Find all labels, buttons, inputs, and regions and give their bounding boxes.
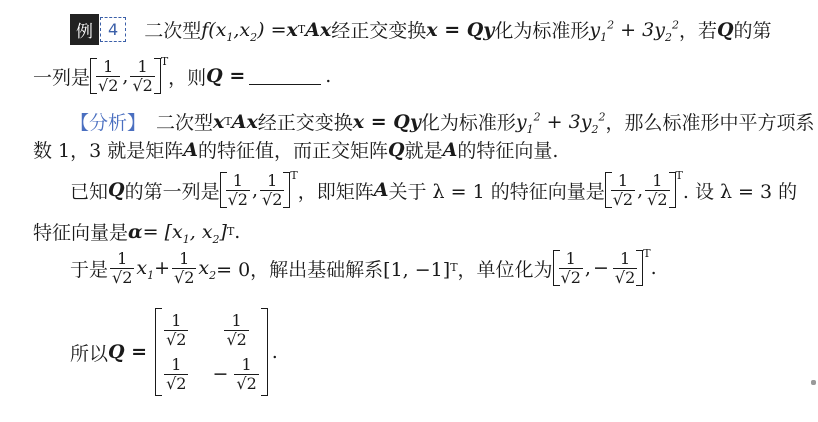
analysis-line-2 bbox=[33, 136, 558, 163]
answer-blank[interactable] bbox=[249, 68, 321, 85]
text: 一列是 bbox=[33, 66, 91, 89]
scan-mark bbox=[811, 380, 816, 385]
math-x1: $x_1$ bbox=[136, 257, 155, 282]
fraction: $\frac{1}{√2}$ bbox=[614, 249, 636, 287]
text: + bbox=[154, 257, 171, 280]
math-f: $f(x_1,x_2)$ = bbox=[201, 18, 287, 44]
text: . bbox=[271, 341, 278, 364]
known-line-1: 已知 Q 的第一列是 $\frac{1}{√2}$ , $\frac{1}{√2}$ T ，即矩阵 A 关于 λ = 1 的特征向量是 $\frac{1}{√2}$ , $\frac{1}{√2}$ T . 设 λ = 3 的 bbox=[70, 169, 798, 209]
text: 就是 bbox=[404, 140, 443, 162]
math-x: x bbox=[213, 110, 225, 133]
text: 关于 λ = 1 的特征向量是 bbox=[388, 180, 605, 203]
math-x: x bbox=[286, 18, 298, 41]
text: ，那么标准形中平方项系 bbox=[605, 112, 815, 134]
problem-line-2: 一列是 $\frac{1}{√2}$ , $\frac{1}{√2}$ T ，则 Q = . bbox=[33, 55, 332, 95]
math-transform: x = Qy bbox=[426, 18, 495, 41]
text: . bbox=[325, 65, 332, 88]
text: 所以 bbox=[70, 342, 109, 365]
math-Q: Q bbox=[108, 179, 125, 202]
text: = 0，解出基础解系[1, −1] bbox=[216, 258, 451, 281]
math-A: A bbox=[373, 179, 389, 202]
math-x2: $x_2$ bbox=[198, 257, 217, 282]
math-alpha: α bbox=[128, 220, 143, 243]
analysis-label: 【分析】 bbox=[70, 112, 147, 134]
known-line-2: 特征向量是 α = [$x_1$, $x_2$] T . bbox=[33, 218, 240, 245]
text: 化为标准形 bbox=[420, 112, 516, 134]
fraction: $\frac{1}{√2}$ bbox=[612, 171, 634, 209]
fraction: $\frac{1}{√2}$ bbox=[132, 57, 153, 95]
math-Q-eq: Q = bbox=[108, 341, 148, 364]
fraction: $\frac{1}{√2}$ bbox=[112, 249, 133, 287]
fraction: $\frac{1}{√2}$ bbox=[262, 171, 283, 209]
matrix-entry: $\frac{1}{√2}$ bbox=[166, 311, 187, 349]
example-badge bbox=[70, 14, 126, 45]
problem-line-1: 例 4 二次型 $f(x_1,x_2)$ = x T Ax 经正交变换 x = Qy 化为标准形 $y_1^2 + 3y_2^2$ ，若 Q 的第 bbox=[70, 14, 772, 45]
example-number: 4 bbox=[100, 17, 126, 42]
math-Ax: Ax bbox=[231, 110, 258, 133]
math-transform: x = Qy bbox=[352, 110, 421, 133]
fraction: $\frac{1}{√2}$ bbox=[174, 249, 195, 287]
column-vector: $\frac{1}{√2}$ , $\frac{1}{√2}$ bbox=[220, 172, 291, 208]
example-label: 例 bbox=[70, 14, 99, 45]
column-vector: $\frac{1}{√2}$ , − $\frac{1}{√2}$ bbox=[553, 250, 644, 286]
text: ，即矩阵 bbox=[297, 180, 374, 203]
text: 二次型 bbox=[144, 20, 202, 42]
text: 特征向量是 bbox=[33, 222, 129, 244]
text: 二次型 bbox=[156, 112, 214, 134]
column-vector: $\frac{1}{√2}$ , $\frac{1}{√2}$ bbox=[90, 58, 161, 94]
text: ，则 bbox=[168, 66, 207, 89]
result-matrix bbox=[155, 308, 268, 396]
math-alpha-def: = [$x_1$, $x_2$] bbox=[142, 220, 227, 246]
text: 数 1，3 就是矩阵 bbox=[33, 140, 184, 162]
fraction: $\frac{1}{√2}$ bbox=[98, 57, 119, 95]
text: . bbox=[234, 220, 241, 243]
matrix-entry: $\frac{1}{√2}$ bbox=[226, 311, 247, 349]
math-Q-eq: Q = bbox=[206, 65, 246, 88]
text: ，若 bbox=[678, 20, 717, 42]
math-Ax: Ax bbox=[305, 18, 332, 41]
math-Q: Q bbox=[716, 18, 734, 41]
text: 化为标准形 bbox=[494, 20, 590, 42]
math-standard-form: $y_1^2 + 3y_2^2$ bbox=[515, 110, 606, 136]
text: . 设 λ = 3 的 bbox=[682, 180, 798, 203]
fraction: $\frac{1}{√2}$ bbox=[560, 249, 581, 287]
math-standard-form: $y_1^2 + 3y_2^2$ bbox=[589, 18, 679, 44]
text: 的第一列是 bbox=[124, 180, 220, 203]
text: 经正交变换 bbox=[257, 112, 353, 134]
text: 已知 bbox=[70, 180, 109, 203]
text: 经正交变换 bbox=[331, 20, 427, 42]
fraction: $\frac{1}{√2}$ bbox=[647, 171, 668, 209]
text: 的第 bbox=[733, 20, 772, 42]
math-A: A bbox=[183, 138, 199, 161]
math-Q: Q bbox=[388, 138, 405, 161]
text: 于是 bbox=[70, 258, 109, 281]
so-line bbox=[70, 308, 278, 396]
text: . bbox=[650, 257, 657, 280]
text: 的特征向量. bbox=[457, 140, 559, 162]
matrix-entry: − $\frac{1}{√2}$ bbox=[212, 355, 257, 393]
fraction: $\frac{1}{√2}$ bbox=[227, 171, 248, 209]
then-line: 于是 $\frac{1}{√2}$ $x_1$ + $\frac{1}{√2}$ $x_2$ = 0，解出基础解系[1, −1] T ，单位化为 $\frac{1}{√2}$ , − $\frac{1}{√2}$ T . bbox=[70, 247, 657, 287]
text: ，单位化为 bbox=[457, 258, 553, 281]
text: 的特征值，而正交矩阵 bbox=[198, 140, 389, 162]
math-A: A bbox=[442, 138, 458, 161]
column-vector: $\frac{1}{√2}$ , $\frac{1}{√2}$ bbox=[605, 172, 676, 208]
analysis-line-1: 【分析】 二次型 x T Ax 经正交变换 x = Qy 化为标准形 $y_1^2 + 3y_2^2$ ，那么标准形中平方项系 bbox=[70, 108, 814, 135]
matrix-entry: $\frac{1}{√2}$ bbox=[166, 355, 187, 393]
